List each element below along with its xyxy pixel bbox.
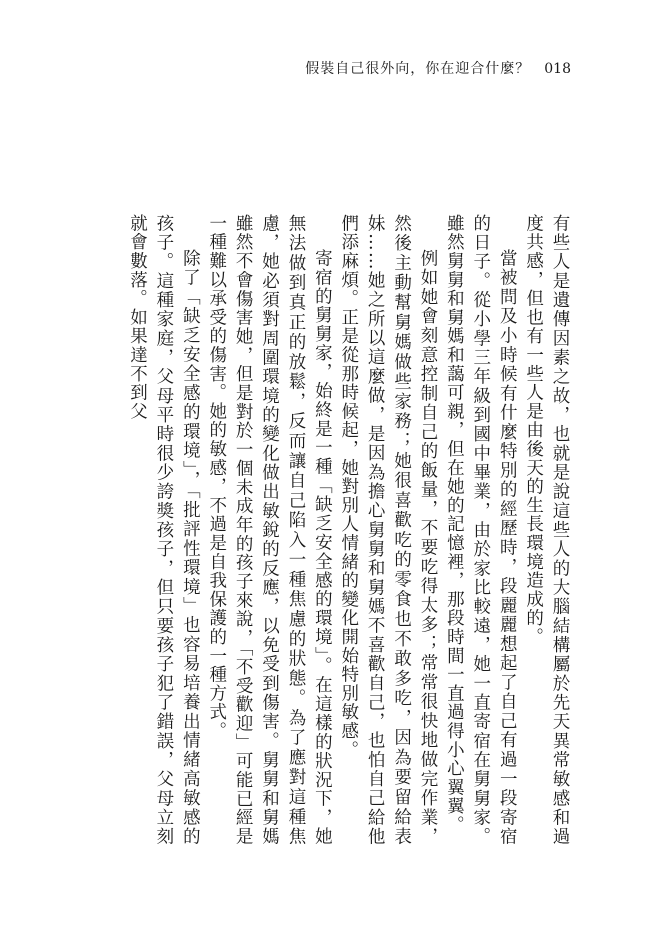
running-header [305, 58, 571, 78]
paragraph-4: 寄宿的舅舅家，始終是一種「缺乏安全感的環境」。在這樣的狀況下，她無法做到真正的放鬆，反而讓自己陷入一種焦慮的狀態。為了應對這種焦慮，她必須對周圍環境的變化做出敏銳的反應，以免受到傷害。舅舅和舅媽雖然不會傷害她，但是對於一個未成年的孩子來說，「不受歡迎」可能已經是一種難以承受的傷害。她的敏感，不過是自我保護的一種方式。 [206, 214, 333, 846]
paragraph-3: 例如她會刻意控制自己的飯量，不要吃得太多；常常很快地做完作業，然後主動幫舅媽做些家務；她很喜歡吃的零食也不敢多吃，因為要留給表妹……她之所以這麼做，是因為擔心舅舅和舅媽不喜歡自己，也怕自己給他們添麻煩。正是從那時候起，她對別人情緒的變化開始特別敏感。 [338, 214, 438, 846]
paragraph-1: 有些人是遺傳因素之故，也就是說這些人的大腦結構屬於先天異常敏感和過度共感，但也有一些人是由後天的生長環境造成的。 [523, 214, 570, 846]
page-number: 018 [544, 61, 571, 77]
body-text [93, 214, 573, 846]
paragraph-2: 當被問及小時候有什麼特別的經歷時，段麗麗想起了自己有過一段寄宿的日子。從小學三年級到國中畢業，由於家比較遠，她一直寄宿在舅舅家。雖然舅舅和舅媽和藹可親，但在她的記憶裡，那段時間一直過得小心翼翼。 [444, 214, 518, 846]
header-title: 假裝自己很外向，你在迎合什麼？ [305, 61, 531, 77]
paragraph-5: 除了「缺乏安全感的環境」，「批評性環境」也容易培養出情緒高敏感的孩子。這種家庭，父母平時很少誇獎孩子，但只要孩子犯了錯誤，父母立刻就會數落。如果達不到父 [127, 214, 201, 846]
